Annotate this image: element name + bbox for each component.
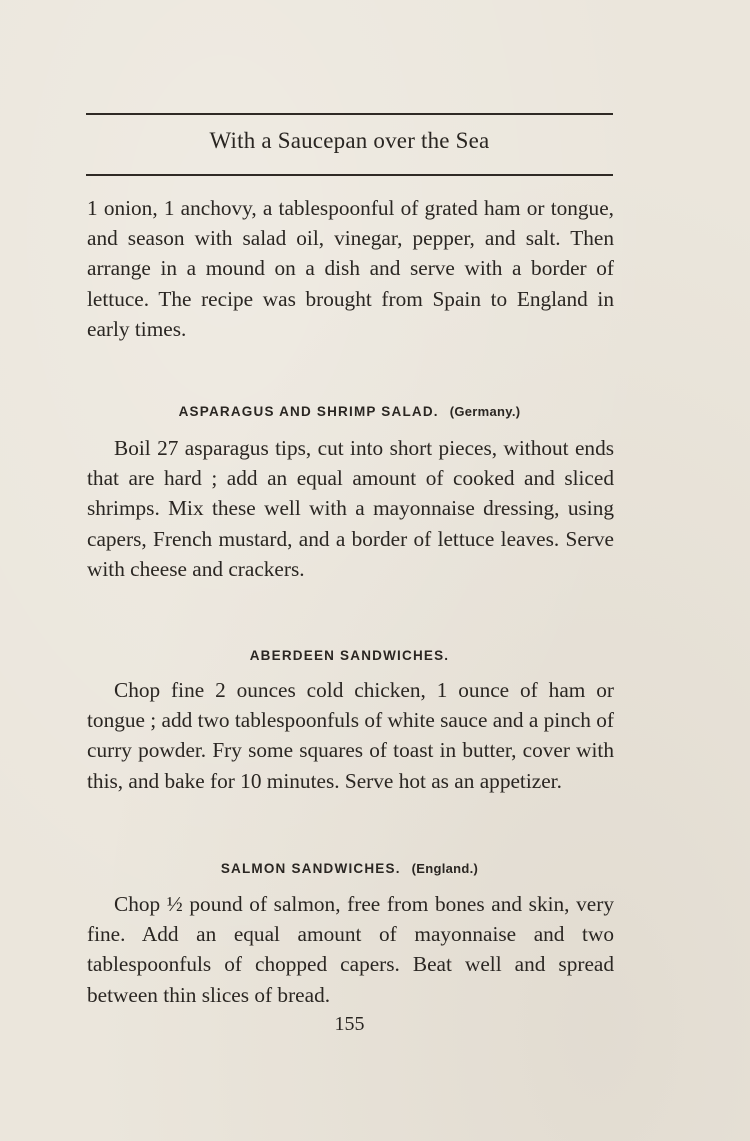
recipe-text-asparagus: Boil 27 asparagus tips, cut into short pieces, without ends that are hard ; add an equal amount of cooked and sliced shrimps. Mix these well with a mayonnaise dressing, using capers, French mustard, and a border of lettuce leaves. Serve with cheese and crackers. (87, 436, 614, 581)
recipe-origin: (England.) (411, 861, 479, 876)
recipe-title-salmon (86, 861, 613, 876)
recipe-title-asparagus (86, 404, 613, 419)
running-head: With a Saucepan over the Sea (209, 128, 490, 153)
recipe-title: ABERDEEN SANDWICHES. (249, 648, 450, 663)
header-rule-top (86, 113, 613, 115)
recipe-title: ASPARAGUS AND SHRIMP SALAD. (178, 404, 439, 419)
recipe-title: SALMON SANDWICHES. (220, 861, 401, 876)
recipe-title-aberdeen (86, 648, 613, 663)
page-number: 155 (334, 1013, 365, 1035)
intro-paragraph: 1 onion, 1 anchovy, a tablespoonful of grated ham or tongue, and season with salad oil, vinegar, pepper, and salt. Then arrange in a mound on a dish and serve with a border of lettuce. The recipe was brought from Spain to England in early times. (87, 196, 614, 341)
recipe-text-aberdeen: Chop fine 2 ounces cold chicken, 1 ounce of ham or tongue ; add two tablespoonfuls of white sauce and a pinch of curry powder. Fry some squares of toast in butter, cover with this, and bake for 10 minutes. Serve hot as an appetizer. (87, 678, 614, 793)
header-rule-bottom (86, 174, 613, 176)
recipe-text-salmon: Chop ½ pound of salmon, free from bones and skin, very fine. Add an equal amount of mayonnaise and two tablespoonfuls of chopped capers. Beat well and spread between thin slices of bread. (87, 892, 614, 1007)
recipe-origin: (Germany.) (449, 404, 521, 419)
